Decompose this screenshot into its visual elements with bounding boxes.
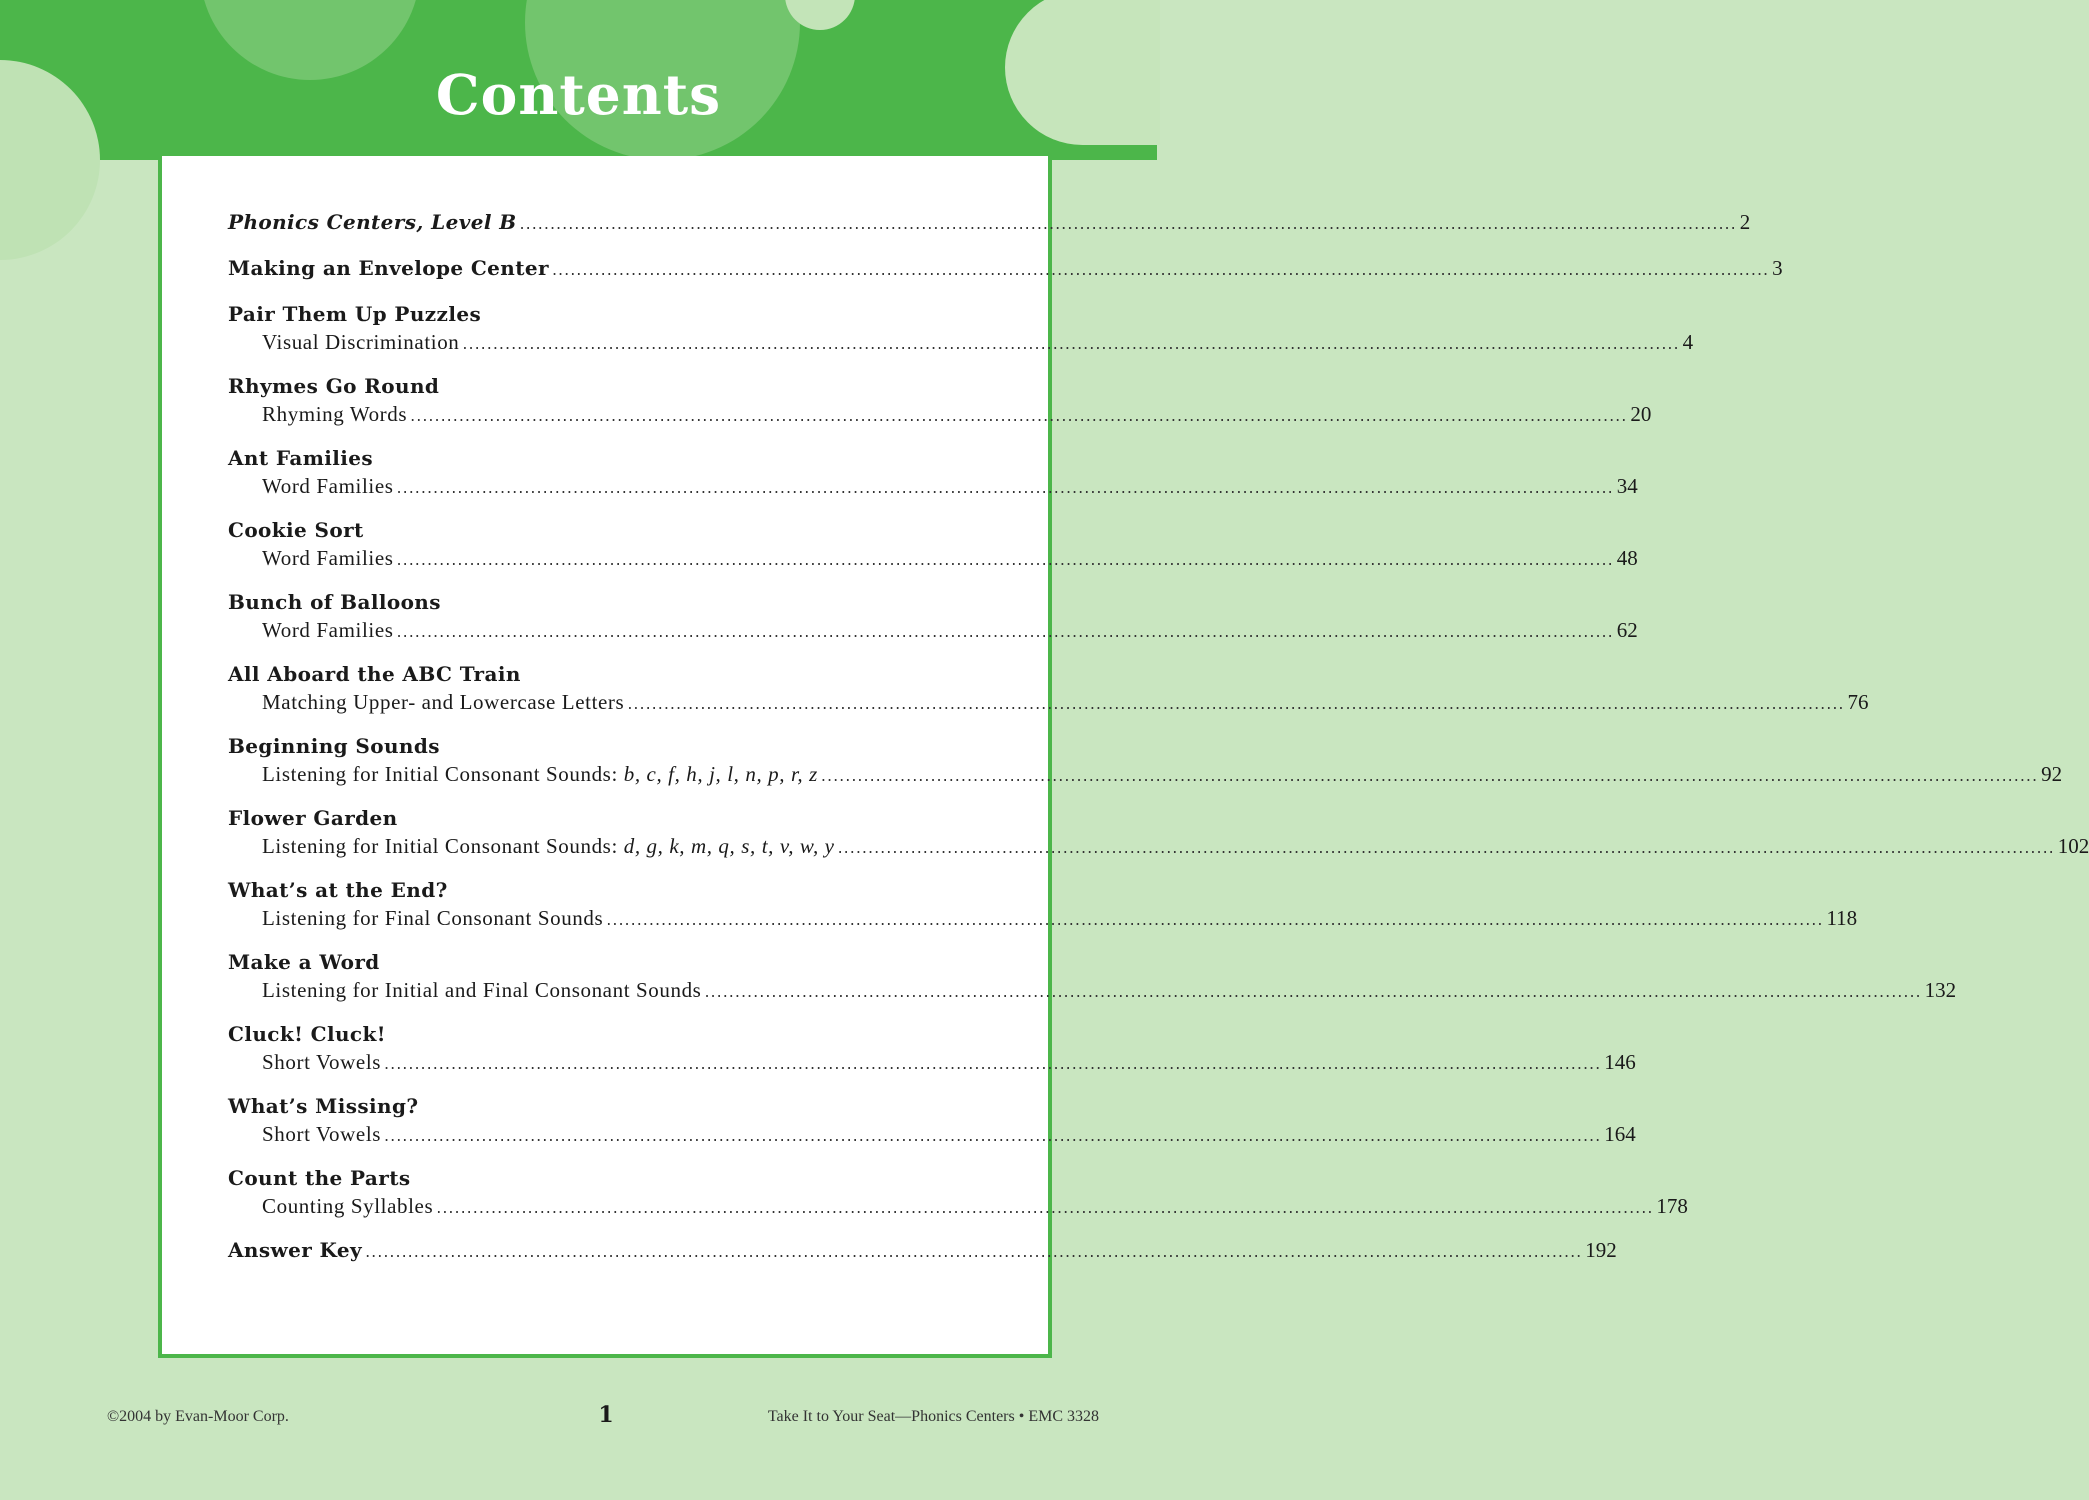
toc-entry-line	[228, 904, 1858, 932]
toc-page-number: 2	[1739, 210, 1751, 234]
toc-entry-title: Pair Them Up Puzzles	[228, 302, 482, 326]
toc-entry	[228, 1092, 1636, 1148]
toc-entry-line	[228, 616, 1638, 644]
toc-entry-subtitle	[262, 1192, 433, 1220]
leader-dots: ........................................................................................................................................................................................................	[384, 1054, 1602, 1073]
toc-page-number: 192	[1585, 1238, 1617, 1262]
toc-entry	[228, 1164, 1688, 1220]
toc-entry-title: What’s Missing?	[228, 1094, 419, 1118]
toc-subtitle-text: Counting Syllables	[262, 1194, 434, 1218]
toc-entry-subtitle	[262, 688, 624, 716]
toc-entry-line	[228, 976, 1957, 1004]
toc-page-number: 3	[1772, 256, 1783, 280]
toc-entry	[228, 208, 1751, 236]
toc-page-number: 164	[1604, 1122, 1636, 1146]
toc-subtitle-text: Listening for Initial Consonant Sounds:	[262, 762, 618, 786]
toc-entry-line	[228, 208, 1751, 236]
toc-page-number: 92	[2041, 762, 2063, 786]
leader-dots: ........................................................................................................................................................................................................	[384, 1126, 1602, 1145]
toc-entry-subtitle	[262, 1120, 381, 1148]
leader-dots: ........................................................................................................................................................................................................	[627, 694, 1845, 713]
toc-page-number: 132	[1924, 978, 1957, 1002]
toc-subtitle-text: Listening for Initial and Final Consonant Sounds	[262, 978, 702, 1002]
toc-page-number: 76	[1847, 690, 1869, 714]
footer-copyright: ©2004 by Evan-Moor Corp.	[107, 1408, 289, 1425]
toc-entry	[228, 372, 1652, 428]
toc-subtitle-text: Matching Upper- and Lowercase Letters	[262, 690, 625, 714]
toc-entry-title: Rhymes Go Round	[228, 374, 440, 398]
page-title: Contents	[435, 62, 722, 127]
toc-entry-line	[228, 400, 1652, 428]
toc-entry-subtitle	[262, 472, 394, 500]
toc-entry-title: Beginning Sounds	[228, 734, 440, 758]
toc-page-number: 48	[1616, 546, 1638, 570]
toc-page-number: 146	[1604, 1050, 1636, 1074]
toc-letters: b, c, f, h, j, l, n, p, r, z	[623, 762, 818, 786]
leader-dots: ........................................................................................................................................................................................................	[837, 838, 2055, 857]
toc-entry-title: Make a Word	[228, 950, 380, 974]
toc-entry-title: Ant Families	[228, 446, 374, 470]
toc-entry-line	[228, 688, 1869, 716]
leader-dots: ........................................................................................................................................................................................................	[606, 910, 1824, 929]
toc-entry-line	[228, 328, 1694, 356]
toc-entry-subtitle	[262, 760, 818, 788]
toc-entry	[228, 804, 2089, 860]
toc-letters: d, g, k, m, q, s, t, v, w, y	[623, 834, 835, 858]
toc-entry-line	[228, 1048, 1636, 1076]
toc-page-number: 34	[1616, 474, 1638, 498]
toc-page-number: 62	[1616, 618, 1638, 642]
header-banner	[0, 0, 1157, 160]
toc-entry-title: What’s at the End?	[228, 878, 448, 902]
toc-entry-subtitle	[262, 400, 407, 428]
toc-entry-line	[228, 832, 2089, 860]
toc-page-number: 4	[1682, 330, 1694, 354]
toc-entry-line	[228, 1120, 1636, 1148]
toc-entry-line	[228, 1192, 1688, 1220]
toc-entry-title: All Aboard the ABC Train	[228, 662, 521, 686]
toc-entry	[228, 732, 2063, 788]
toc-entry-subtitle	[262, 616, 394, 644]
leader-dots: ........................................................................................................................................................................................................	[436, 1198, 1654, 1217]
toc-entry-subtitle	[262, 544, 394, 572]
toc-subtitle-text: Short Vowels	[262, 1122, 382, 1146]
toc-entry-title: Cluck! Cluck!	[228, 1022, 386, 1046]
toc-entry-subtitle	[262, 1048, 381, 1076]
leader-dots: ........................................................................................................................................................................................................	[410, 406, 1628, 425]
toc-subtitle-text: Visual Discrimination	[262, 330, 460, 354]
leader-dots: ........................................................................................................................................................................................................	[820, 766, 2039, 785]
toc-page-number: 20	[1630, 402, 1652, 426]
toc-entry	[228, 876, 1858, 932]
toc-entry-title: Making an Envelope Center	[228, 256, 549, 280]
toc-entry-title: Flower Garden	[228, 806, 398, 830]
leader-dots: ........................................................................................................................................................................................................	[396, 478, 1614, 497]
footer-book-title: Take It to Your Seat—Phonics Centers • EMC 3328	[767, 1408, 1099, 1425]
toc-entry	[228, 588, 1638, 644]
toc-entry-title: Answer Key	[228, 1238, 363, 1262]
toc-subtitle-text: Short Vowels	[262, 1050, 382, 1074]
toc-entry-title: Count the Parts	[228, 1166, 411, 1190]
toc-entry	[228, 1236, 1617, 1264]
leader-dots: ........................................................................................................................................................................................................	[462, 334, 1680, 353]
toc-entry-line	[228, 254, 1783, 282]
toc-subtitle-text: Listening for Final Consonant Sounds	[262, 906, 604, 930]
toc-subtitle-text: Rhyming Words	[262, 402, 408, 426]
toc-entry-line	[228, 760, 2063, 788]
table-of-contents	[228, 208, 2089, 1282]
toc-subtitle-text: Word Families	[262, 618, 394, 642]
toc-subtitle-text: Word Families	[262, 546, 394, 570]
toc-page-number: 102	[2057, 834, 2089, 858]
toc-entry	[228, 300, 1694, 356]
toc-entry-title: Cookie Sort	[228, 518, 364, 542]
toc-entry-line	[228, 1236, 1617, 1264]
footer-page-number: 1	[598, 1402, 614, 1428]
toc-entry	[228, 254, 1783, 282]
toc-entry	[228, 516, 1638, 572]
toc-entry	[228, 948, 1957, 1004]
toc-entry-subtitle	[262, 976, 701, 1004]
toc-subtitle-text: Word Families	[262, 474, 394, 498]
toc-subtitle-text: Listening for Initial Consonant Sounds:	[262, 834, 618, 858]
leader-dots: ........................................................................................................................................................................................................	[704, 982, 1922, 1001]
toc-entry	[228, 660, 1869, 716]
toc-page-number: 118	[1826, 906, 1858, 930]
toc-entry-line	[228, 544, 1638, 572]
leader-dots: ........................................................................................................................................................................................................	[365, 1242, 1583, 1261]
toc-entry	[228, 444, 1638, 500]
leader-dots: ........................................................................................................................................................................................................	[519, 214, 1737, 233]
toc-entry-title: Phonics Centers, Level B	[228, 210, 517, 234]
toc-entry-subtitle	[262, 904, 603, 932]
toc-entry-title: Bunch of Balloons	[228, 590, 441, 614]
toc-entry-line	[228, 472, 1638, 500]
toc-page-number: 178	[1656, 1194, 1688, 1218]
leader-dots: ........................................................................................................................................................................................................	[396, 550, 1614, 569]
toc-entry-subtitle	[262, 328, 459, 356]
leader-dots: ........................................................................................................................................................................................................	[396, 622, 1614, 641]
toc-entry-subtitle	[262, 832, 835, 860]
toc-entry	[228, 1020, 1636, 1076]
leader-dots: ........................................................................................................................................................................................................	[551, 260, 1770, 279]
